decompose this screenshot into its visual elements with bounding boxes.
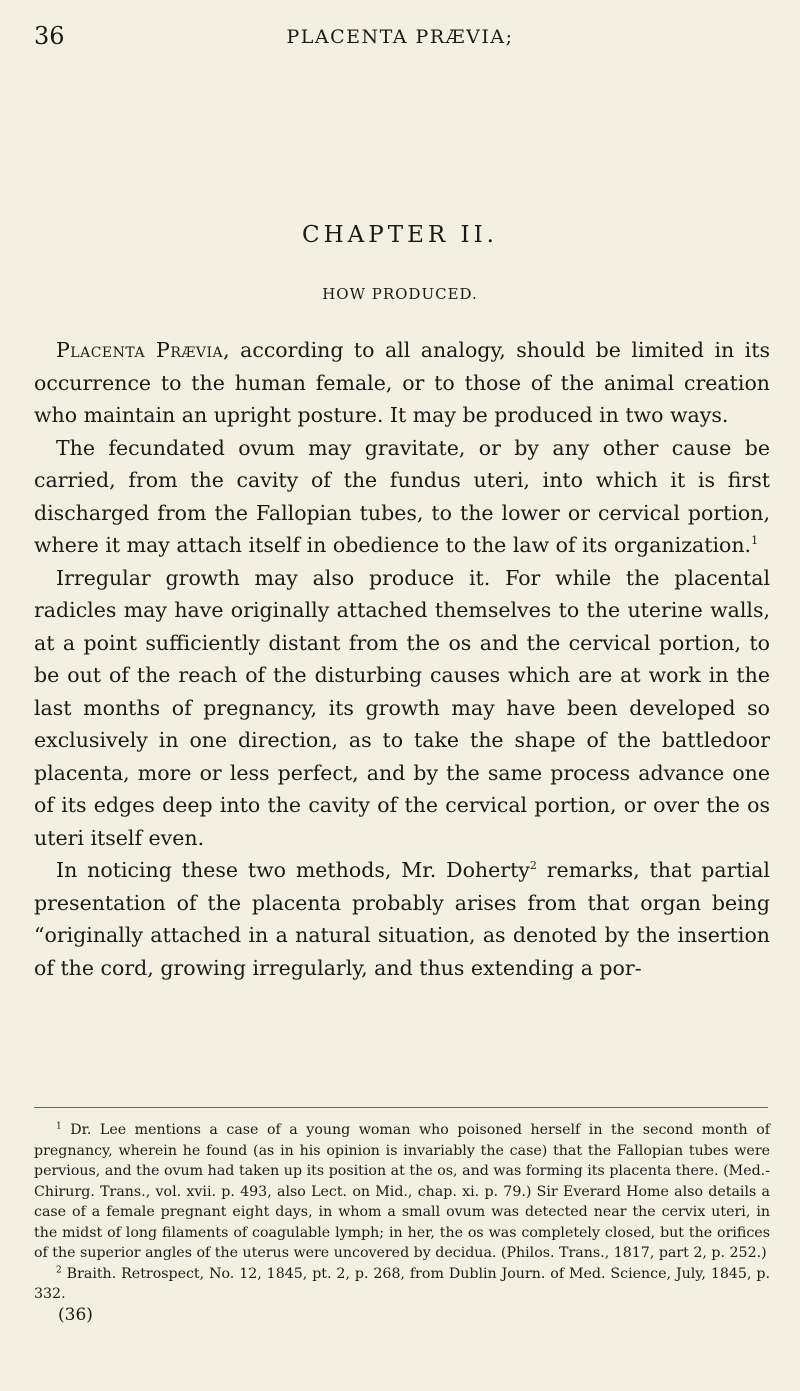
footnote-2 bbox=[34, 1264, 770, 1305]
running-title: PLACENTA PRÆVIA; bbox=[286, 26, 514, 48]
paragraph-lead: Placenta Prævia bbox=[56, 338, 224, 362]
paragraph-text: In noticing these two methods, Mr. Doherty bbox=[56, 858, 530, 882]
footnote-marker: 1 bbox=[56, 1121, 62, 1132]
footnotes bbox=[34, 1120, 770, 1325]
paragraph-text: remarks, that partial presentation of the placenta probably arises from that organ being “originally attached in a natural situation, as denoted by the insertion of the cord, growing irregularly, and thus extending a por- bbox=[34, 858, 770, 980]
footnote-ref: 2 bbox=[529, 859, 537, 873]
paragraph-1 bbox=[34, 334, 770, 432]
paragraph-4 bbox=[34, 854, 770, 984]
footnote-rule bbox=[34, 1107, 768, 1108]
chapter-title: CHAPTER II. bbox=[302, 222, 498, 248]
paragraph-text: Irregular growth may also produce it. For while the placental radicles may have originally attached themselves to the uterine walls, at a point sufficiently distant from the os and the cervical portion, to be out of the reach of the disturbing causes which are at work in the last months of pregnancy, its growth may have been developed so exclusively in one direction, as to take the shape of the battledoor placenta, more or less perfect, and by the same process advance one of its edges deep into the cavity of the cervical portion, or over the os uteri itself even. bbox=[34, 565, 770, 850]
body-text bbox=[34, 334, 770, 984]
footnote-ref: 1 bbox=[751, 534, 759, 548]
paragraph-3 bbox=[34, 562, 770, 855]
paragraph-text: , according to all analogy, should be limited in its occurrence to the human female, or to those of the animal creation who maintain an upright posture. It may be produced in two ways. bbox=[34, 338, 770, 427]
footnote-text: Dr. Lee mentions a case of a young woman who poisoned herself in the second month of pregnancy, wherein he found (as in his opinion is invariably the case) that the Fallopian tubes were pervious, and the ovum had taken up its position at the os, and was forming its placenta there. (Med.-Chirurg. Trans., vol. xvii. p. 493, also Lect. on Mid., chap. xi. p. 79.) Sir Everard Home also details a case of a female pregnant eight days, in whom a small ovum was detected near the cervix uteri, in the midst of long filaments of coagulable lymph; in her, the os was completely closed, but the orifices of the superior angles of the uterus were uncovered by decidua. (Philos. Trans., 1817, part 2, p. 252.) bbox=[34, 1122, 770, 1261]
page-number: 36 bbox=[34, 22, 65, 50]
chapter-subtitle: HOW PRODUCED. bbox=[322, 285, 478, 303]
footnote-text: Braith. Retrospect, No. 12, 1845, pt. 2, p. 268, from Dublin Journ. of Med. Science, July, 1845, p. 332. bbox=[34, 1265, 770, 1302]
folio: (36) bbox=[58, 1304, 93, 1325]
footnote-1 bbox=[34, 1120, 770, 1264]
paragraph-text: The fecundated ovum may gravitate, or by any other cause be carried, from the cavity of the fundus uteri, into which it is first discharged from the Fallopian tubes, to the lower or cervical portion, where it may attach itself in obedience to the law of its organization. bbox=[34, 435, 770, 557]
paragraph-2 bbox=[34, 432, 770, 562]
footnote-marker: 2 bbox=[56, 1264, 62, 1275]
running-head bbox=[0, 22, 800, 62]
